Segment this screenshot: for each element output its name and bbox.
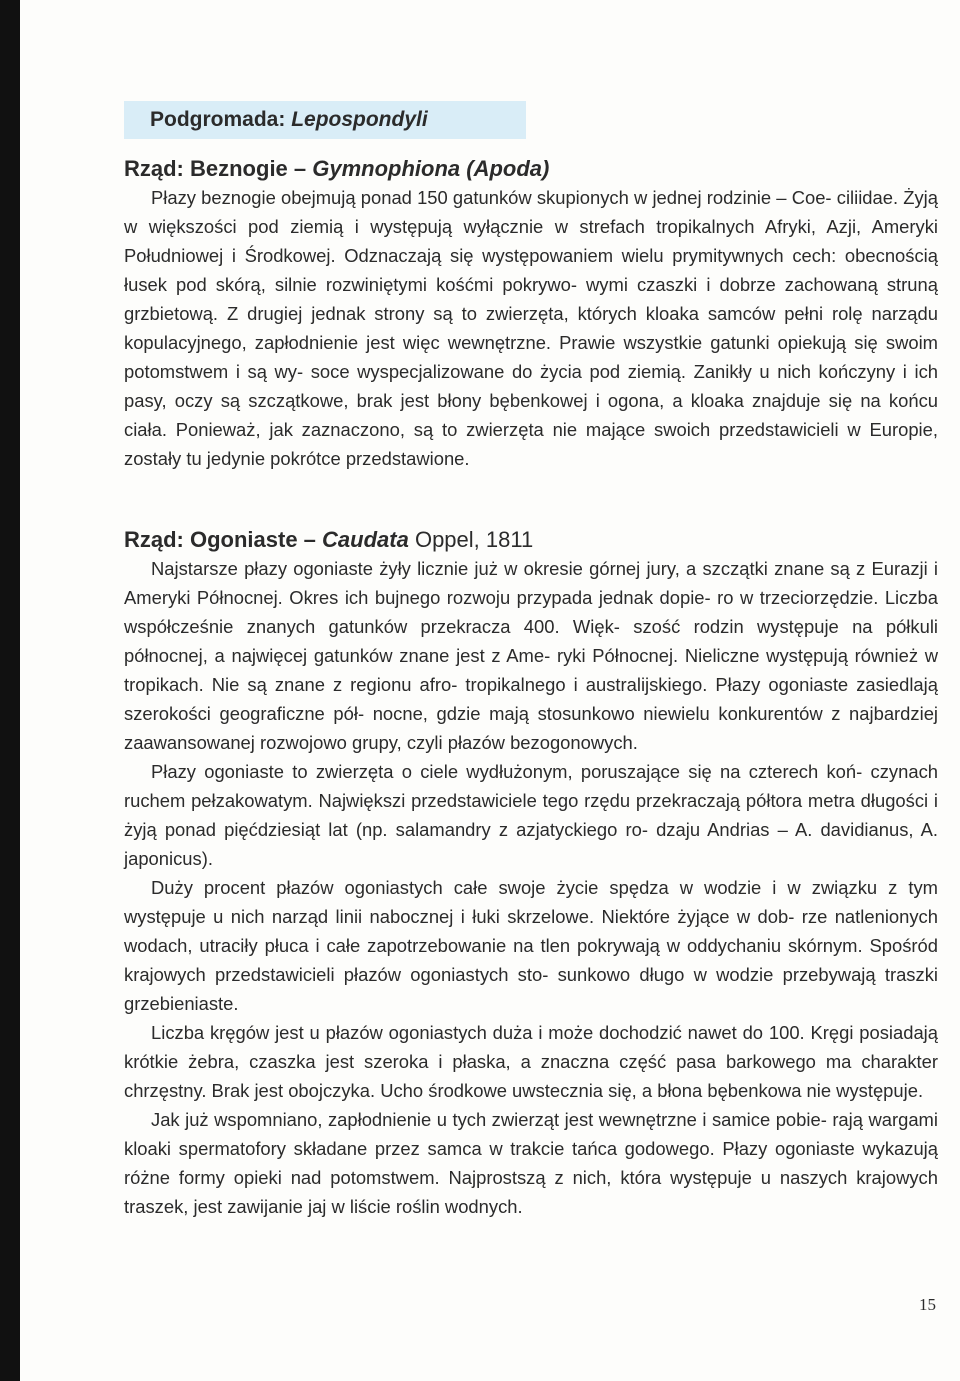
- text-line: Płazy ogoniaste wykazują różne formy opieki nad potomstwem. Najprostszą z nich,: [124, 1138, 939, 1188]
- text-line: która występuje u naszych krajowych traszek, jest zawijanie jaj w liście roślin wodnych.: [124, 1167, 938, 1217]
- text-line: Duży procent płazów ogoniastych całe swoje życie spędza w wodzie i w związku: [151, 877, 878, 898]
- gymnophiona-section: [124, 183, 938, 473]
- paragraph: [124, 1105, 938, 1221]
- text-line: więc wewnętrzne. Prawie wszystkie gatunki opiekują się swoim potomstwem i są wy-: [124, 332, 938, 382]
- text-line: w oddychaniu skórnym. Spośród krajowych przedstawicieli płazów ogoniastych sto-: [124, 935, 938, 985]
- text-line: się, a błona bębenkowa nie występuje.: [608, 1080, 924, 1101]
- subclass-name: Lepospondyli: [291, 108, 428, 131]
- paragraph: [124, 1018, 938, 1105]
- text-line: z tym występuje u nich narząd linii nabocznej i łuki skrzelowe. Niektóre żyjące w dob-: [124, 877, 938, 927]
- text-line: są szczątkowe, brak jest błony bębenkowej i ogona, a kloaka znajduje się na końcu: [220, 390, 939, 411]
- text-line: ciliidae. Żyją w większości pod ziemią i występują wyłącznie w strefach tropikalnych: [124, 187, 938, 237]
- text-line: zwierzęta, których kloaka samców pełni rolę narządu kopulacyjnego, zapłodnienie jest: [124, 303, 938, 353]
- text-line: są z Eurazji i Ameryki Północnej. Okres ich bujnego rozwoju przypada jednak dopie-: [124, 558, 938, 608]
- paragraph: [124, 554, 938, 757]
- paragraph: [124, 757, 938, 873]
- text-line: nocne, gdzie mają stosunkowo niewielu konkurentów z najbardziej zaawansowanej: [124, 703, 939, 753]
- order-heading-author: Oppel, 1811: [408, 527, 534, 552]
- text-line: Płazy ogoniaste to zwierzęta o ciele wydłużonym, poruszające się na czterech koń-: [151, 761, 863, 782]
- binding-edge: [0, 0, 20, 1381]
- text-line: ryki Północnej. Nieliczne występują również w tropikach. Nie są znane z regionu afro-: [124, 645, 939, 695]
- page-number: 15: [919, 1295, 936, 1314]
- paragraph: [124, 873, 938, 1018]
- order-heading-latin: Caudata: [322, 527, 409, 552]
- text-line: soce wyspecjalizowane do życia pod ziemią. Zanikły u nich kończyny i ich pasy, oczy: [124, 361, 938, 411]
- text-line: szość rodzin występuje na półkuli północnej, a najwięcej gatunków znane jest z Ame-: [124, 616, 938, 666]
- text-line: ro w trzeciorzędzie. Liczba współcześnie znanych gatunków przekracza 400. Więk-: [124, 587, 938, 637]
- order-heading-latin: Gymnophiona (Apoda): [312, 156, 550, 181]
- text-line: wymi czaszki i dobrze zachowaną struną grzbietową. Z drugiej jednak strony są to: [124, 274, 938, 324]
- text-line: ciała. Ponieważ, jak zaznaczono, są to zwierzęta nie mające swoich przedstawicieli: [124, 419, 839, 440]
- text-line: Afryki, Azji, Ameryki Południowej i Środkowej. Odznaczają się występowaniem wielu: [124, 216, 938, 266]
- text-line: prymitywnych cech: obecnością łusek pod skórą, silnie rozwiniętymi kośćmi pokrywo-: [124, 245, 938, 295]
- text-line: rają wargami kloaki spermatofory składane przez samca w trakcie tańca godowego.: [124, 1109, 938, 1159]
- text-line: rozwojowo grupy, czyli płazów bezogonowych.: [260, 732, 638, 753]
- text-line: Płazy beznogie obejmują ponad 150 gatunków skupionych w jednej rodzinie – Coe-: [151, 187, 832, 208]
- text-line: Liczba kręgów jest u płazów ogoniastych duża i może dochodzić nawet do 100.: [151, 1022, 805, 1043]
- order-heading-prefix: Rząd: Ogoniaste –: [124, 527, 323, 552]
- text-line: półtora metra długości i żyją ponad pięćdziesiąt lat (np. salamandry z azjatyckiego ro-: [124, 790, 938, 840]
- subclass-label: Podgromada:: [150, 108, 292, 131]
- text-line: dzaju Andrias – A. davidianus, A. japonicus).: [124, 819, 938, 869]
- text-line: tropikalnego i australijskiego. Płazy ogoniaste zasiedlają szerokości geograficzne pół-: [124, 674, 938, 724]
- text-line: Jak już wspomniano, zapłodnienie u tych zwierząt jest wewnętrzne i samice pobie-: [151, 1109, 827, 1130]
- subclass-heading: [124, 101, 526, 139]
- caudata-section: [124, 554, 938, 1221]
- text-line: czynach ruchem pełzakowatym. Największi przedstawiciele tego rzędu przekraczają: [124, 761, 938, 811]
- order-heading-caudata: [124, 527, 533, 553]
- text-line: barkowego ma charakter chrzęstny. Brak jest obojczyka. Ucho środkowe uwstecznia: [124, 1051, 938, 1101]
- text-line: Najstarsze płazy ogoniaste żyły licznie już w okresie górnej jury, a szczątki znane: [151, 558, 825, 579]
- text-line: Kręgi posiadają krótkie żebra, czaszka jest szeroka i płaska, a znaczna część pasa: [124, 1022, 938, 1072]
- text-line: w Europie, zostały tu jedynie pokrótce przedstawione.: [124, 419, 938, 469]
- paragraph: [124, 183, 938, 473]
- order-heading-gymnophiona: [124, 156, 549, 182]
- text-line: sunkowo długo w wodzie przebywają traszki grzebieniaste.: [124, 964, 938, 1014]
- text-line: rze natlenionych wodach, utraciły płuca i całe zapotrzebowanie na tlen pokrywają: [124, 906, 938, 956]
- order-heading-prefix: Rząd: Beznogie –: [124, 156, 313, 181]
